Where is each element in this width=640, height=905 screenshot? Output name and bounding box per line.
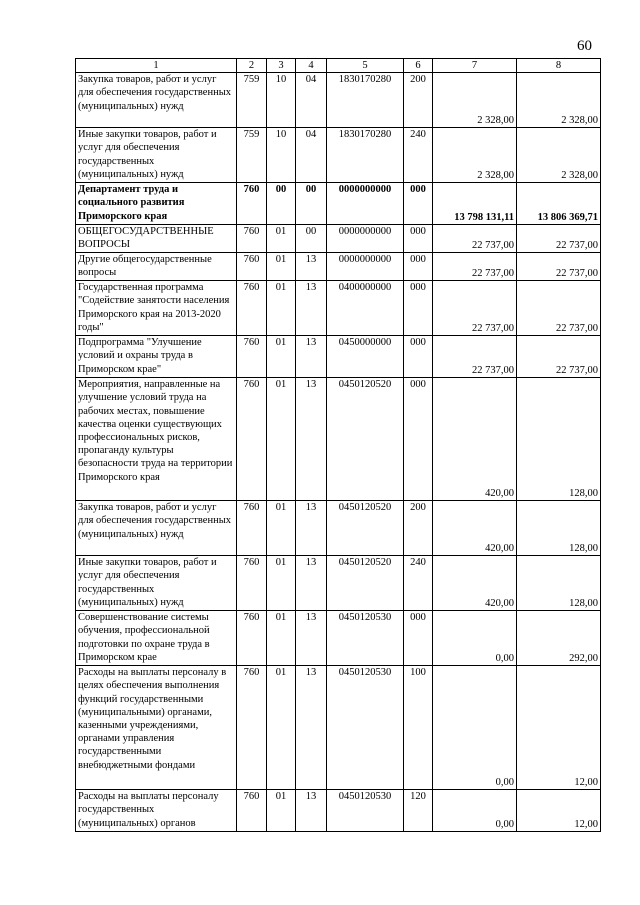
- target-article-cell: 0450120520: [327, 501, 404, 556]
- section-cell: 01: [267, 501, 296, 556]
- amount-year1-cell: 22 737,00: [433, 336, 517, 378]
- expense-type-cell: 000: [404, 336, 433, 378]
- amount-year2-cell: 22 737,00: [517, 281, 601, 336]
- amount-year2-cell: 12,00: [517, 666, 601, 790]
- target-article-cell: 0000000000: [327, 253, 404, 281]
- expense-type-cell: 000: [404, 183, 433, 225]
- section-cell: 01: [267, 225, 296, 253]
- section-cell: 01: [267, 253, 296, 281]
- expense-type-cell: 120: [404, 790, 433, 832]
- ministry-code-cell: 760: [237, 281, 267, 336]
- amount-year2-cell: 2 328,00: [517, 128, 601, 183]
- table-row: [76, 666, 601, 790]
- expense-type-cell: 000: [404, 253, 433, 281]
- amount-year1-cell: 420,00: [433, 556, 517, 611]
- table-row: [76, 225, 601, 253]
- table-row: [76, 281, 601, 336]
- target-article-cell: 0450000000: [327, 336, 404, 378]
- row-name-cell: Расходы на выплаты персоналу государственных (муниципальных) органов: [76, 790, 237, 832]
- page-number: 60: [577, 38, 592, 54]
- table-row: [76, 128, 601, 183]
- subsection-cell: 13: [296, 336, 327, 378]
- target-article-cell: 1830170280: [327, 128, 404, 183]
- amount-year2-cell: 128,00: [517, 501, 601, 556]
- ministry-code-cell: 760: [237, 666, 267, 790]
- target-article-cell: 0450120530: [327, 666, 404, 790]
- expense-type-cell: 240: [404, 556, 433, 611]
- table-row: [76, 556, 601, 611]
- amount-year1-cell: 22 737,00: [433, 253, 517, 281]
- amount-year1-cell: 13 798 131,11: [433, 183, 517, 225]
- section-cell: 01: [267, 611, 296, 666]
- subsection-cell: 13: [296, 556, 327, 611]
- column-header: 2: [237, 59, 267, 73]
- section-cell: 00: [267, 183, 296, 225]
- row-name-cell: Иные закупки товаров, работ и услуг для обеспечения государственных (муниципальных) нужд: [76, 128, 237, 183]
- amount-year2-cell: 22 737,00: [517, 253, 601, 281]
- table-row: [76, 611, 601, 666]
- amount-year1-cell: 420,00: [433, 378, 517, 501]
- expense-type-cell: 000: [404, 281, 433, 336]
- section-cell: 01: [267, 281, 296, 336]
- target-article-cell: 1830170280: [327, 73, 404, 128]
- amount-year2-cell: 128,00: [517, 378, 601, 501]
- table-header-row: [76, 59, 601, 73]
- amount-year2-cell: 22 737,00: [517, 225, 601, 253]
- row-name-cell: ОБЩЕГОСУДАРСТВЕННЫЕ ВОПРОСЫ: [76, 225, 237, 253]
- ministry-code-cell: 760: [237, 611, 267, 666]
- column-header: 6: [404, 59, 433, 73]
- subsection-cell: 13: [296, 378, 327, 501]
- expense-type-cell: 100: [404, 666, 433, 790]
- subsection-cell: 04: [296, 128, 327, 183]
- amount-year1-cell: 0,00: [433, 611, 517, 666]
- expense-type-cell: 200: [404, 73, 433, 128]
- ministry-code-cell: 760: [237, 225, 267, 253]
- column-header: 1: [76, 59, 237, 73]
- column-header: 3: [267, 59, 296, 73]
- subsection-cell: 04: [296, 73, 327, 128]
- row-name-cell: Закупка товаров, работ и услуг для обеспечения государственных (муниципальных) нужд: [76, 501, 237, 556]
- ministry-code-cell: 760: [237, 253, 267, 281]
- amount-year2-cell: 2 328,00: [517, 73, 601, 128]
- section-cell: 01: [267, 666, 296, 790]
- ministry-code-cell: 759: [237, 128, 267, 183]
- amount-year1-cell: 0,00: [433, 790, 517, 832]
- table-row: [76, 253, 601, 281]
- target-article-cell: 0000000000: [327, 225, 404, 253]
- section-cell: 10: [267, 128, 296, 183]
- row-name-cell: Иные закупки товаров, работ и услуг для обеспечения государственных (муниципальных) нужд: [76, 556, 237, 611]
- section-cell: 01: [267, 336, 296, 378]
- table-row: [76, 73, 601, 128]
- amount-year2-cell: 22 737,00: [517, 336, 601, 378]
- target-article-cell: 0450120530: [327, 611, 404, 666]
- subsection-cell: 00: [296, 183, 327, 225]
- ministry-code-cell: 760: [237, 556, 267, 611]
- amount-year1-cell: 22 737,00: [433, 281, 517, 336]
- section-cell: 01: [267, 556, 296, 611]
- column-header: 7: [433, 59, 517, 73]
- row-name-cell: Другие общегосударственные вопросы: [76, 253, 237, 281]
- column-header: 8: [517, 59, 601, 73]
- row-name-cell: Закупка товаров, работ и услуг для обеспечения государственных (муниципальных) нужд: [76, 73, 237, 128]
- row-name-cell: Расходы на выплаты персоналу в целях обеспечения выполнения функций государственными (муниципальными) органами, казенными учреждениями, органами управления государственными внебюджетными фондами: [76, 666, 237, 790]
- target-article-cell: 0450120520: [327, 378, 404, 501]
- column-header: 5: [327, 59, 404, 73]
- row-name-cell: Департамент труда и социального развития Приморского края: [76, 183, 237, 225]
- target-article-cell: 0450120520: [327, 556, 404, 611]
- table-row: [76, 336, 601, 378]
- table-row: [76, 790, 601, 832]
- budget-table: [75, 58, 601, 832]
- expense-type-cell: 000: [404, 225, 433, 253]
- table-row: [76, 378, 601, 501]
- expense-type-cell: 200: [404, 501, 433, 556]
- amount-year2-cell: 12,00: [517, 790, 601, 832]
- subsection-cell: 13: [296, 790, 327, 832]
- table-row: [76, 183, 601, 225]
- amount-year2-cell: 128,00: [517, 556, 601, 611]
- row-name-cell: Совершенствование системы обучения, профессиональной подготовки по охране труда в Приморском крае: [76, 611, 237, 666]
- section-cell: 01: [267, 378, 296, 501]
- amount-year1-cell: 2 328,00: [433, 73, 517, 128]
- amount-year1-cell: 420,00: [433, 501, 517, 556]
- amount-year1-cell: 22 737,00: [433, 225, 517, 253]
- expense-type-cell: 000: [404, 611, 433, 666]
- row-name-cell: Государственная программа "Содействие занятости населения Приморского края на 2013-2020 годы": [76, 281, 237, 336]
- amount-year1-cell: 0,00: [433, 666, 517, 790]
- amount-year1-cell: 2 328,00: [433, 128, 517, 183]
- subsection-cell: 00: [296, 225, 327, 253]
- target-article-cell: 0450120530: [327, 790, 404, 832]
- expense-type-cell: 240: [404, 128, 433, 183]
- subsection-cell: 13: [296, 501, 327, 556]
- ministry-code-cell: 760: [237, 378, 267, 501]
- ministry-code-cell: 760: [237, 183, 267, 225]
- subsection-cell: 13: [296, 666, 327, 790]
- amount-year2-cell: 13 806 369,71: [517, 183, 601, 225]
- subsection-cell: 13: [296, 253, 327, 281]
- ministry-code-cell: 760: [237, 336, 267, 378]
- row-name-cell: Мероприятия, направленные на улучшение условий труда на рабочих местах, повышение качества оценки существующих профессиональных рисков, пропаганду культуры безопасности труда на территории Приморского края: [76, 378, 237, 501]
- table-row: [76, 501, 601, 556]
- target-article-cell: 0000000000: [327, 183, 404, 225]
- subsection-cell: 13: [296, 281, 327, 336]
- section-cell: 10: [267, 73, 296, 128]
- subsection-cell: 13: [296, 611, 327, 666]
- amount-year2-cell: 292,00: [517, 611, 601, 666]
- ministry-code-cell: 759: [237, 73, 267, 128]
- row-name-cell: Подпрограмма "Улучшение условий и охраны труда в Приморском крае": [76, 336, 237, 378]
- section-cell: 01: [267, 790, 296, 832]
- column-header: 4: [296, 59, 327, 73]
- ministry-code-cell: 760: [237, 501, 267, 556]
- target-article-cell: 0400000000: [327, 281, 404, 336]
- expense-type-cell: 000: [404, 378, 433, 501]
- ministry-code-cell: 760: [237, 790, 267, 832]
